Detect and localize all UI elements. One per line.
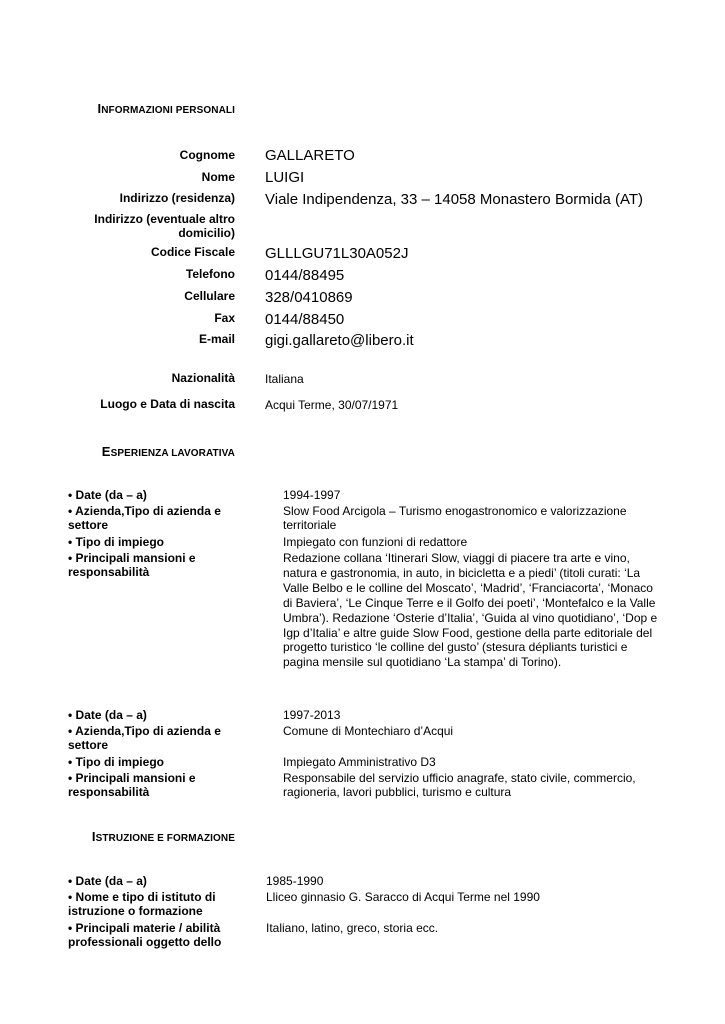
label-indirizzo-domicilio: Indirizzo (eventuale altro domicilio) — [94, 212, 235, 240]
exp1-duties: Redazione collana ‘Itinerari Slow, viaggi di piacere tra arte e vino, natura e gastronomia, in auto, in bicicletta e a piedi’ (titoli curati: ‘La Valle Belbo e le colline del Moscato’, ‘Madrid’, ‘Franciacorta’, ‘Monaco di Baviera’, ‘Le Cinque Terre e il Golfo dei poeti’, ‘Montefalco e la Valle Umbra’). Redazione ‘Osterie d’Italia’, ‘Guida al vino quotidiano’, ‘Dop e Igp d’Italia’ e altre guide Slow Food, gestione della parte editoriale del progetto turistico ‘le colline del gusto’ (stesura dépliants turistici e pagina mensile sul quotidiano ‘La stampa’ di Torino). — [283, 551, 658, 670]
edu1-date: 1985-1990 — [266, 874, 324, 888]
label-indirizzo-residenza: Indirizzo (residenza) — [119, 191, 235, 205]
exp2-job-type: Impiegato Amministrativo D3 — [283, 755, 436, 769]
value-email: gigi.gallareto@libero.it — [265, 332, 414, 349]
label-email: E-mail — [198, 332, 235, 346]
value-fax: 0144/88450 — [265, 311, 345, 328]
exp2-date: 1997-2013 — [283, 708, 341, 722]
value-cognome: GALLARETO — [265, 147, 355, 164]
edu1-label-subjects: • Principali materie / abilità professionali oggetto dello — [68, 921, 222, 949]
label-nome: Nome — [201, 170, 235, 184]
label-nazionalita: Nazionalità — [171, 371, 235, 385]
exp1-label-company: • Azienda,Tipo di azienda e settore — [68, 504, 221, 532]
label-luogo-data-nascita: Luogo e Data di nascita — [100, 397, 235, 411]
label-cellulare: Cellulare — [184, 289, 235, 303]
exp2-label-company: • Azienda,Tipo di azienda e settore — [68, 724, 221, 752]
edu1-label-date: • Date (da – a) — [68, 874, 147, 888]
label-cognome: Cognome — [179, 148, 235, 162]
edu1-subjects: Italiano, latino, greco, storia ecc. — [266, 921, 439, 935]
edu1-label-institute: • Nome e tipo di istituto di istruzione o formazione — [68, 890, 216, 918]
value-indirizzo-residenza: Viale Indipendenza, 33 – 14058 Monastero Bormida (AT) — [265, 191, 644, 208]
value-nazionalita: Italiana — [265, 372, 304, 386]
section-title-rest: NFORMAZIONI PERSONALI — [101, 105, 235, 116]
section-title-experience — [102, 444, 235, 459]
exp1-company: Slow Food Arcigola – Turismo enogastronomico e valorizzazione territoriale — [283, 504, 627, 532]
value-codice-fiscale: GLLLGU71L30A052J — [265, 245, 409, 262]
section-title-rest: STRUZIONE E FORMAZIONE — [95, 833, 235, 844]
section-title-education — [92, 829, 235, 844]
section-title-personal — [98, 101, 235, 116]
exp2-company: Comune di Montechiaro d’Acqui — [283, 724, 454, 738]
section-title-initial: I — [91, 829, 96, 844]
edu1-institute: Lliceo ginnasio G. Saracco di Acqui Terme nel 1990 — [266, 890, 540, 904]
section-title-initial: E — [101, 444, 111, 459]
label-codice-fiscale: Codice Fiscale — [150, 245, 235, 259]
exp2-label-date: • Date (da – a) — [68, 708, 147, 722]
label-fax: Fax — [214, 311, 235, 325]
section-title-initial: I — [97, 101, 102, 116]
exp1-label-date: • Date (da – a) — [68, 488, 147, 502]
exp2-label-job-type: • Tipo di impiego — [68, 755, 164, 769]
exp1-label-duties: • Principali mansioni e responsabilità — [68, 551, 196, 579]
exp1-label-job-type: • Tipo di impiego — [68, 535, 164, 549]
value-nome: LUIGI — [265, 169, 305, 186]
value-telefono: 0144/88495 — [265, 267, 345, 284]
exp1-job-type: Impiegato con funzioni di redattore — [283, 535, 468, 549]
value-luogo-data-nascita: Acqui Terme, 30/07/1971 — [265, 398, 399, 412]
label-telefono: Telefono — [185, 267, 235, 281]
section-title-rest: SPERIENZA LAVORATIVA — [110, 448, 235, 459]
exp2-label-duties: • Principali mansioni e responsabilità — [68, 771, 196, 799]
exp2-duties: Responsabile del servizio ufficio anagrafe, stato civile, commercio, ragioneria, lavori pubblici, turismo e cultura — [283, 771, 636, 799]
exp1-date: 1994-1997 — [283, 488, 341, 502]
value-cellulare: 328/0410869 — [265, 289, 353, 306]
